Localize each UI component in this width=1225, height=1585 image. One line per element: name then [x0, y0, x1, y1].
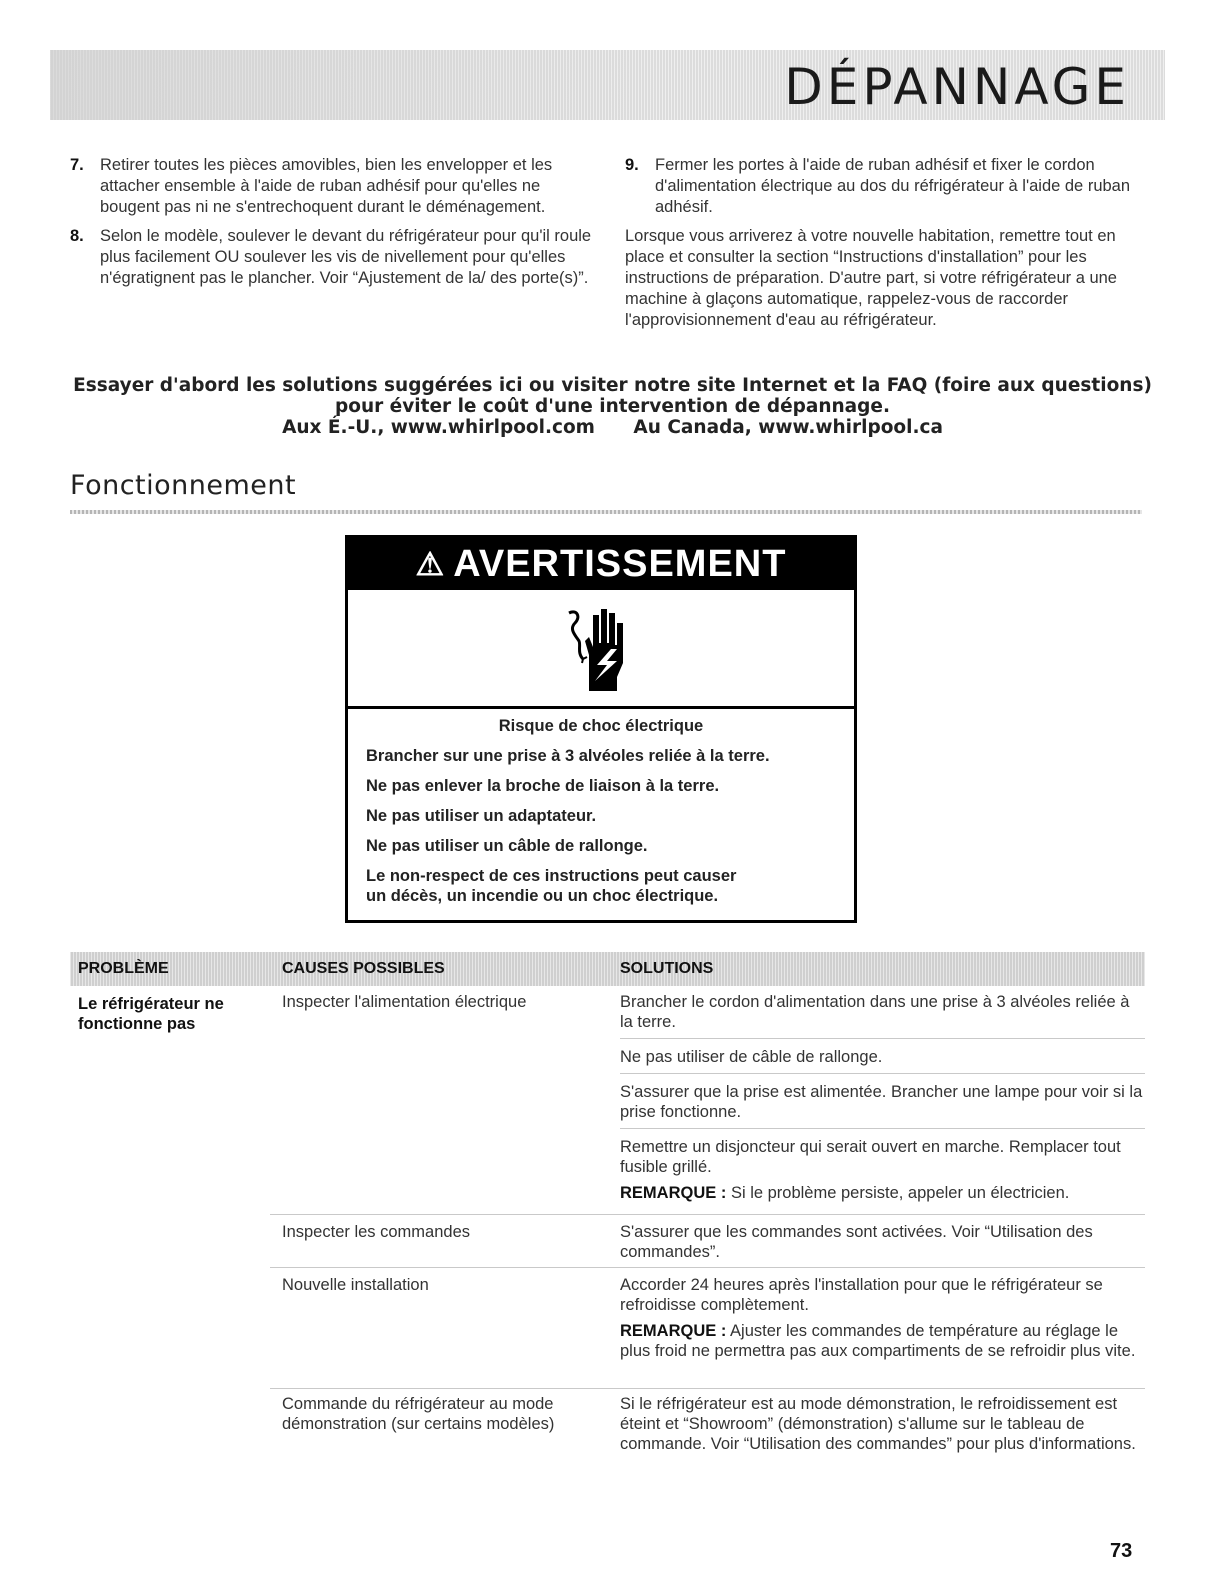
page-title: DÉPANNAGE — [784, 58, 1130, 116]
header-causes: CAUSES POSSIBLES — [282, 960, 445, 977]
item-text: Fermer les portes à l'aide de ruban adhésif et fixer le cordon d'alimentation électrique au dos du réfrigérateur à l'aide de ruban adhésif. — [655, 156, 1131, 216]
intro-left-column — [70, 155, 600, 297]
warning-icon-area — [348, 590, 854, 709]
list-item — [70, 155, 600, 218]
section-divider — [70, 510, 1142, 514]
warning-line: Ne pas enlever la broche de liaison à la terre. — [366, 777, 720, 795]
solution-item: Si le réfrigérateur est au mode démonstration, le refroidissement est éteint et “Showroom” (démonstration) s'allume sur le tableau de commande. Voir “Utilisation des commandes” pour plus d'informations. — [620, 1395, 1136, 1453]
us-website-link[interactable]: Aux É.-U., www.whirlpool.com — [282, 417, 595, 438]
item-number: 8. — [70, 227, 84, 245]
intro-right-column — [625, 155, 1150, 331]
solution-note — [620, 1321, 1145, 1367]
solutions-cell — [620, 1222, 1145, 1268]
warning-triangle-icon: ⚠ — [415, 546, 446, 582]
item-number: 9. — [625, 156, 639, 174]
page-number: 73 — [1110, 1540, 1133, 1562]
warning-line: Ne pas utiliser un câble de rallonge. — [366, 837, 648, 855]
callout-line: pour éviter le coût d'une intervention de dépannage. — [335, 396, 890, 417]
note-text: Si le problème persiste, appeler un électricien. — [730, 1184, 1070, 1202]
solution-item: S'assurer que les commandes sont activées. Voir “Utilisation des commandes”. — [620, 1223, 1093, 1261]
solution-item: Ne pas utiliser de câble de rallonge. — [620, 1047, 1145, 1074]
cause-cell: Inspecter l'alimentation électrique — [282, 993, 527, 1011]
section-title: Fonctionnement — [70, 470, 297, 501]
callout-line: Essayer d'abord les solutions suggérées ici ou visiter notre site Internet et la FAQ (foire aux questions) — [73, 375, 1152, 396]
callout-urls — [0, 417, 1225, 438]
list-item — [625, 155, 1150, 218]
table-row — [270, 1222, 1145, 1268]
table-row — [270, 992, 1145, 1215]
table-row — [270, 1394, 1145, 1480]
list-item — [70, 226, 600, 289]
warning-title: AVERTISSEMENT — [453, 542, 787, 585]
consequence-line: Le non-respect de ces instructions peut causer — [366, 867, 737, 885]
cause-cell: Commande du réfrigérateur au mode démonstration (sur certains modèles) — [282, 1395, 555, 1433]
cause-cell: Inspecter les commandes — [282, 1223, 471, 1241]
warning-header — [348, 538, 854, 590]
solution-item: S'assurer que la prise est alimentée. Brancher une lampe pour voir si la prise fonctionne. — [620, 1082, 1145, 1129]
cause-cell: Nouvelle installation — [282, 1276, 429, 1294]
note-text: Ajuster les commandes de température au réglage le plus froid ne permettra pas aux compartiments de se refroidir plus vite. — [620, 1322, 1136, 1360]
warning-line: Brancher sur une prise à 3 alvéoles reliée à la terre. — [366, 747, 770, 765]
solutions-cell — [620, 1394, 1145, 1460]
solution-item: Accorder 24 heures après l'installation pour que le réfrigérateur se refroidisse complètement. — [620, 1276, 1103, 1314]
help-callout — [0, 375, 1225, 438]
note-label: REMARQUE : — [620, 1322, 727, 1340]
warning-body — [348, 709, 854, 906]
note-label: REMARQUE : — [620, 1184, 727, 1202]
header-solutions: SOLUTIONS — [620, 960, 714, 977]
electric-shock-hand-icon — [561, 603, 641, 693]
header-band — [50, 50, 1165, 120]
moving-paragraph: Lorsque vous arriverez à votre nouvelle habitation, remettre tout en place et consulter la section “Instructions d'installation” pour les instructions de préparation. D'autre part, si votre réfrigérateur a une machine à glaçons automatique, rappelez-vous de raccorder l'approvisionnement d'eau au réfrigérateur. — [625, 227, 1117, 329]
solution-note — [620, 1183, 1145, 1209]
warning-line: Ne pas utiliser un adaptateur. — [366, 807, 597, 825]
solution-item: Remettre un disjoncteur qui serait ouvert en marche. Remplacer tout fusible grillé. — [620, 1138, 1121, 1176]
solutions-cell — [620, 1275, 1145, 1367]
warning-consequence — [366, 866, 836, 906]
table-row — [270, 1275, 1145, 1389]
warning-box — [345, 535, 857, 923]
warning-risk: Risque de choc électrique — [498, 717, 704, 735]
item-text: Selon le modèle, soulever le devant du réfrigérateur pour qu'il roule plus facilement OU soulever les vis de nivellement pour qu'elles n'égratignent pas le plancher. Voir “Ajustement de la/ des porte(s)”. — [100, 227, 592, 287]
table-header — [70, 952, 1145, 986]
problem-cell: Le réfrigérateur ne fonctionne pas — [78, 995, 224, 1033]
canada-website-link[interactable]: Au Canada, www.whirlpool.ca — [633, 417, 943, 438]
troubleshooting-table — [70, 952, 1145, 1453]
item-number: 7. — [70, 156, 84, 174]
solution-item: Brancher le cordon d'alimentation dans une prise à 3 alvéoles reliée à la terre. — [620, 992, 1145, 1039]
item-text: Retirer toutes les pièces amovibles, bien les envelopper et les attacher ensemble à l'aide de ruban adhésif pour qu'elles ne bougent pas ni ne s'entrechoquent durant le déménagement. — [100, 156, 553, 216]
consequence-line: un décès, un incendie ou un choc électrique. — [366, 887, 719, 905]
header-problem: PROBLÈME — [78, 960, 169, 977]
solutions-cell — [620, 992, 1145, 1209]
